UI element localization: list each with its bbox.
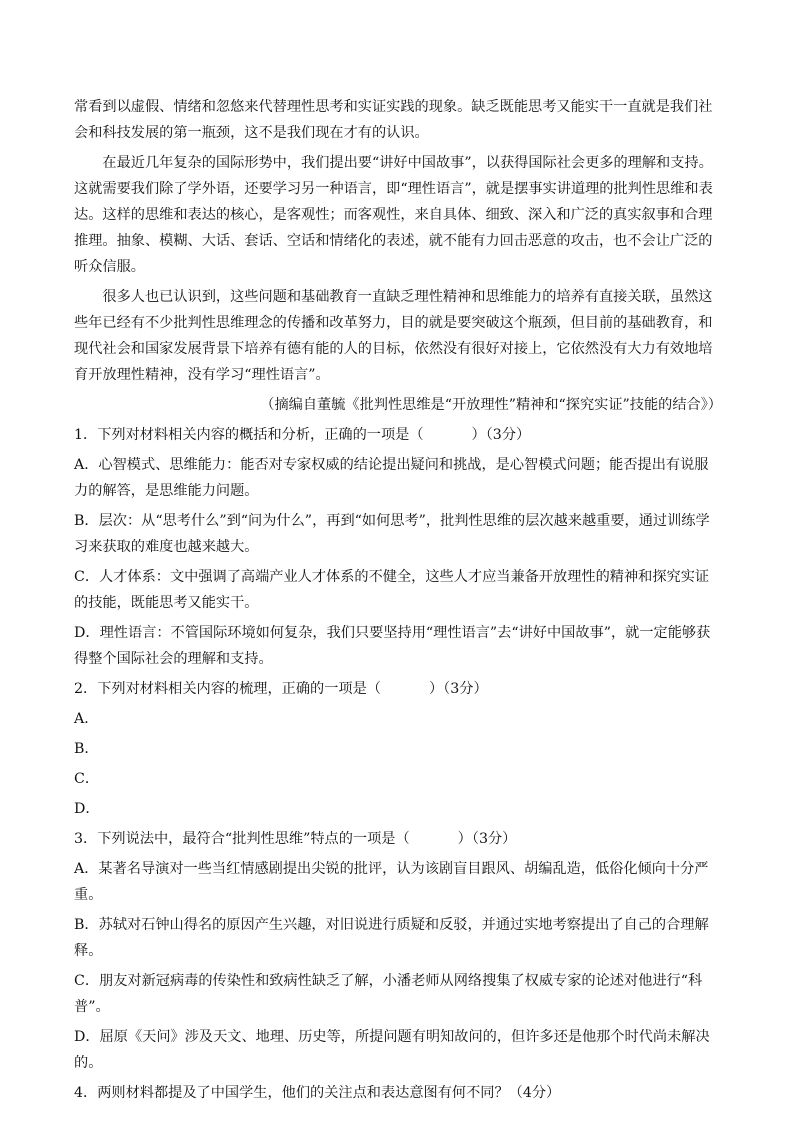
question-1-stem-text: 1．下列对材料相关内容的概括和分析，正确的一项是（ (74, 427, 424, 443)
page-content (74, 94, 722, 1110)
passage-paragraph-3: 很多人也已认识到，这些问题和基础教育一直缺乏理性精神和思维能力的培养有直接关联，虽然这些年已经有不少批判性思维理念的传播和改革努力，目的就是要突破这个瓶颈，但目前的基础教育，和现代社会和国家发展背景下培养有德有能的人的目标，依然没有很好对接上，它依然没有大力有效地培育开放理性精神，没有学习“理性语言”。 (74, 289, 713, 383)
question-1-option-d: D．理性语言：不管国际环境如何复杂，我们只要坚持用“理性语言”去“讲好中国故事”，就一定能够获得整个国际社会的理解和支持。 (74, 625, 711, 667)
question-2-stem (74, 676, 722, 702)
question-1-option-a: A．心智模式、思维能力：能否对专家权威的结论提出疑问和挑战，是心智模式问题；能否提出有说服力的解答，是思维能力问题。 (74, 457, 709, 499)
question-1-option-b: B．层次：从“思考什么”到“问为什么”，再到“如何思考”，批判性思维的层次越来越重要，通过训练学习来获取的难度也越来越大。 (74, 513, 710, 555)
question-1-points: ）（3分） (471, 427, 531, 443)
question-3-stem-text: 3．下列说法中，最符合“批判性思维”特点的一项是（ (74, 831, 410, 847)
question-3-stem (74, 826, 722, 852)
question-2-option-b: B． (74, 741, 99, 757)
question-3-option-c: C．朋友对新冠病毒的传染性和致病性缺乏了解，小潘老师从网络搜集了权威专家的论述对他进行“科普”。 (74, 973, 703, 1015)
question-3-option-a: A．某著名导演对一些当红情感剧提出尖锐的批评，认为该剧盲目跟风、胡编乱造，低俗化倾向十分严重。 (74, 861, 709, 903)
question-3-option-d: D．屈原《天问》涉及天文、地理、历史等，所提问题有明知故问的，但许多还是他那个时代尚未解决的。 (74, 1029, 710, 1071)
question-2-option-a: A． (74, 711, 99, 727)
question-1-stem (74, 422, 722, 448)
question-3-option-b: B．苏轼对石钟山得名的原因产生兴趣，对旧说进行质疑和反驳，并通过实地考察提出了自己的合理解释。 (74, 917, 709, 959)
question-1-option-c: C．人才体系：文中强调了高端产业人才体系的不健全，这些人才应当兼备开放理性的精神和探究实证的技能，既能思考又能实干。 (74, 569, 710, 611)
question-3-points: ）（3分） (457, 831, 517, 847)
question-4-stem: 4．两则材料都提及了中国学生，他们的关注点和表达意图有何不同？（4分） (74, 1085, 561, 1101)
passage-paragraph-2: 在最近几年复杂的国际形势中，我们提出要“讲好中国故事”，以获得国际社会更多的理解和支持。这就需要我们除了学外语，还要学习另一种语言，即“理性语言”，就是摆事实讲道理的批判性思维和表达。这样的思维和表达的核心，是客观性；而客观性，来自具体、细致、深入和广泛的真实叙事和合理推理。抽象、模糊、大话、套话、空话和情绪化的表述，就不能有力回击恶意的攻击，也不会让广泛的听众信服。 (74, 155, 713, 275)
question-2-points: ）（3分） (428, 681, 488, 697)
passage-source: （摘编自董毓《批判性思维是“开放理性”精神和“探究实证”技能的结合》） (260, 397, 722, 413)
question-2-stem-text: 2．下列对材料相关内容的梳理，正确的一项是（ (74, 681, 381, 697)
passage-paragraph-1: 常看到以虚假、情绪和忽悠来代替理性思考和实证实践的现象。缺乏既能思考又能实干一直就是我们社会和科技发展的第一瓶颈，这不是我们现在才有的认识。 (74, 99, 713, 141)
question-2-option-c: C． (74, 771, 100, 787)
question-2-option-d: D． (74, 801, 100, 817)
